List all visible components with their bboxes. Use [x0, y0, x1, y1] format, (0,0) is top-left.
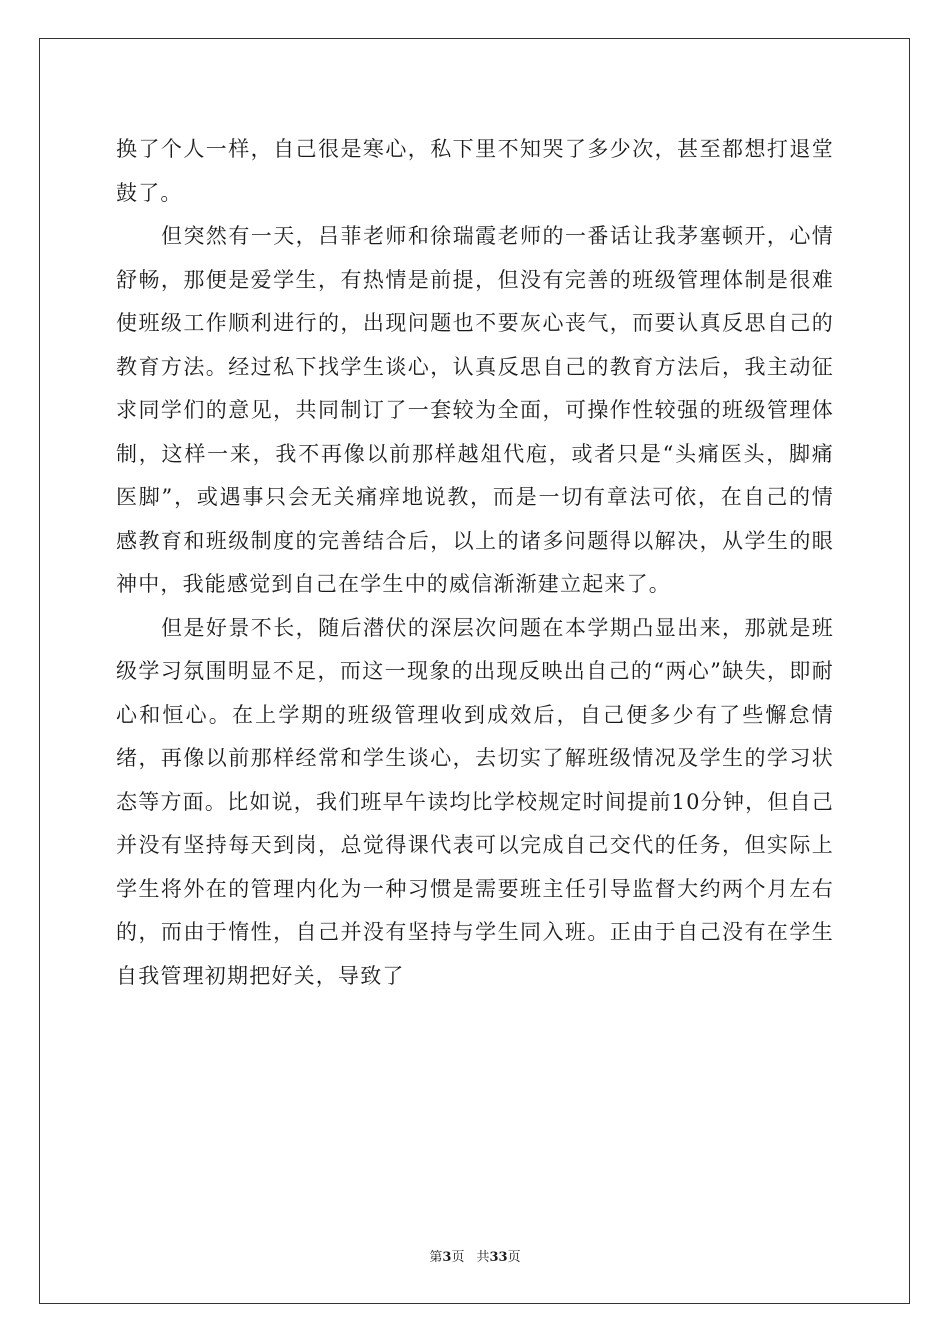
paragraph-3: 但是好景不长，随后潜伏的深层次问题在本学期凸显出来，那就是班级学习氛围明显不足，而这一现象的出现反映出自己的“两心”缺失，即耐心和恒心。在上学期的班级管理收到成效后，自己便多少有了些懈怠情绪，再像以前那样经常和学生谈心，去切实了解班级情况及学生的学习状态等方面。比如说，我们班早午读均比学校规定时间提前10分钟，但自己并没有坚持每天到岗，总觉得课代表可以完成自己交代的任务，但实际上学生将外在的管理内化为一种习惯是需要班主任引导监督大约两个月左右的，而由于惰性，自己并没有坚持与学生同入班。正由于自己没有在学生自我管理初期把好关，导致了	[116, 615, 834, 988]
footer-total-unit: 页	[507, 1250, 521, 1265]
paragraph-1: 换了个人一样，自己很是寒心，私下里不知哭了多少次，甚至都想打退堂鼓了。	[116, 137, 834, 205]
footer-page-unit: 页	[451, 1250, 465, 1265]
current-page-number: 3	[442, 1250, 452, 1265]
page-footer	[0, 1246, 950, 1265]
footer-total-prefix: 共	[476, 1250, 490, 1265]
total-pages-number: 33	[489, 1250, 508, 1265]
footer-prefix: 第	[429, 1250, 443, 1265]
paragraph-2: 但突然有一天，吕菲老师和徐瑞霞老师的一番话让我茅塞顿开，心情舒畅，那便是爱学生，有热情是前提，但没有完善的班级管理体制是很难使班级工作顺利进行的，出现问题也不要灰心丧气，而要认真反思自己的教育方法。经过私下找学生谈心，认真反思自己的教育方法后，我主动征求同学们的意见，共同制订了一套较为全面，可操作性较强的班级管理体制，这样一来，我不再像以前那样越俎代庖，或者只是“头痛医头，脚痛医脚”，或遇事只会无关痛痒地说教，而是一切有章法可依，在自己的情感教育和班级制度的完善结合后，以上的诸多问题得以解决，从学生的眼神中，我能感觉到自己在学生中的威信渐渐建立起来了。	[116, 224, 834, 596]
document-body	[116, 128, 834, 998]
